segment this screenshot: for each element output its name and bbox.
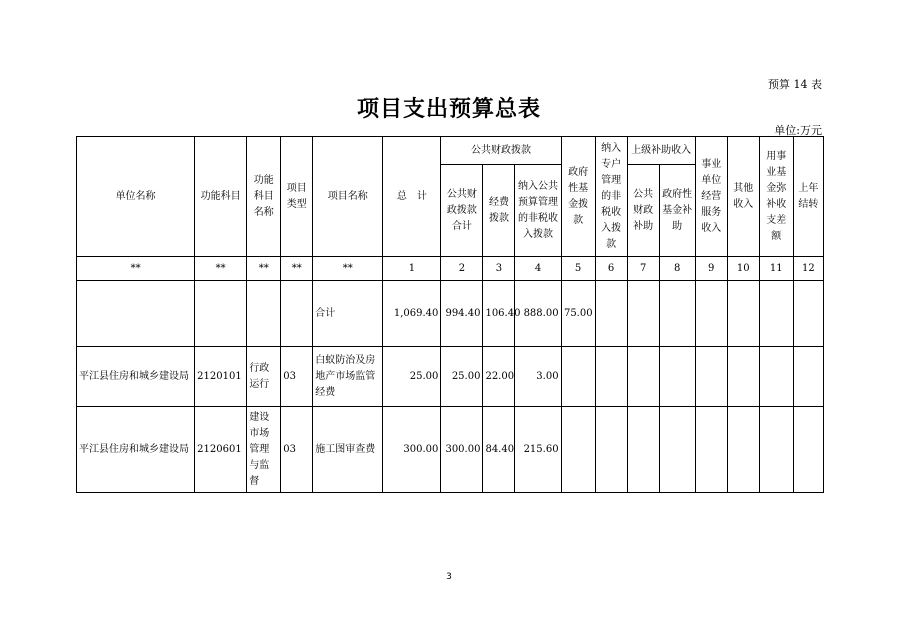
- cell-type: [281, 281, 313, 347]
- cell-pf-total: 994.40: [441, 281, 483, 347]
- header-total: 总 计: [383, 137, 441, 257]
- index-cell: 8: [659, 257, 695, 281]
- header-nontax-in-budget: 纳入公共预算管理的非税收入拨款: [515, 165, 561, 257]
- index-cell: **: [281, 257, 313, 281]
- header-gov-fund-subsidy: 政府性基金补助: [659, 165, 695, 257]
- cell-fund-gap: [759, 407, 793, 493]
- cell-pf-total: 25.00: [441, 347, 483, 407]
- cell-code: 2120101: [195, 347, 247, 407]
- unit-label: 单位:万元: [774, 124, 822, 137]
- cell-pf-total: 300.00: [441, 407, 483, 493]
- table-number-label: 预算 14 表: [768, 78, 822, 91]
- table-row: [77, 347, 824, 407]
- table-row: [77, 407, 824, 493]
- cell-func-name: 建设市场管理与监督: [247, 407, 281, 493]
- cell-code: [195, 281, 247, 347]
- header-func-subject: 功能科目: [195, 137, 247, 257]
- cell-nontax: 888.00: [515, 281, 561, 347]
- cell-operating: [695, 281, 727, 347]
- header-func-subject-name: 功能科目名称: [247, 137, 281, 257]
- cell-expense: 84.40: [483, 407, 515, 493]
- table-row: [77, 281, 824, 347]
- index-cell: **: [313, 257, 383, 281]
- cell-func-name: [247, 281, 281, 347]
- index-cell: 2: [441, 257, 483, 281]
- header-public-finance-subsidy: 公共财政补助: [627, 165, 659, 257]
- cell-nontax: 215.60: [515, 407, 561, 493]
- cell-other: [727, 347, 759, 407]
- header-other-income: 其他收入: [727, 137, 759, 257]
- cell-other: [727, 281, 759, 347]
- index-cell: 5: [561, 257, 595, 281]
- index-cell: 4: [515, 257, 561, 281]
- index-cell: 12: [793, 257, 823, 281]
- cell-unit: [77, 281, 195, 347]
- header-nontax-special: 纳入专户管理的非税收入拨款: [595, 137, 627, 257]
- cell-fund-gap: [759, 281, 793, 347]
- cell-nontax-special: [595, 347, 627, 407]
- index-cell: 9: [695, 257, 727, 281]
- cell-nontax: 3.00: [515, 347, 561, 407]
- header-public-finance-group: 公共财政拨款: [441, 137, 561, 165]
- index-cell: 6: [595, 257, 627, 281]
- header-public-finance-total: 公共财政拨款合计: [441, 165, 483, 257]
- index-cell: 10: [727, 257, 759, 281]
- cell-expense: 106.40: [483, 281, 515, 347]
- cell-gf-subsidy: [659, 407, 695, 493]
- header-project-type: 项目类型: [281, 137, 313, 257]
- page-title: 项目支出预算总表: [356, 97, 541, 122]
- cell-gf-subsidy: [659, 281, 695, 347]
- cell-pf-subsidy: [627, 281, 659, 347]
- cell-project: 合计: [313, 281, 383, 347]
- cell-gf-subsidy: [659, 347, 695, 407]
- cell-type: 03: [281, 407, 313, 493]
- cell-operating: [695, 347, 727, 407]
- cell-operating: [695, 407, 727, 493]
- header-expense-allocation: 经费拨款: [483, 165, 515, 257]
- header-fund-gap: 用事业基金弥补收支差额: [759, 137, 793, 257]
- cell-carryover: [793, 281, 823, 347]
- cell-other: [727, 407, 759, 493]
- cell-carryover: [793, 347, 823, 407]
- cell-unit: 平江县住房和城乡建设局: [77, 407, 195, 493]
- index-cell: 7: [627, 257, 659, 281]
- cell-unit: 平江县住房和城乡建设局: [77, 347, 195, 407]
- index-cell: 3: [483, 257, 515, 281]
- header-carryover: 上年结转: [793, 137, 823, 257]
- index-row: [77, 257, 824, 281]
- cell-total: 1,069.40: [383, 281, 441, 347]
- cell-gov-fund: 75.00: [561, 281, 595, 347]
- index-cell: **: [247, 257, 281, 281]
- cell-total: 25.00: [383, 347, 441, 407]
- cell-expense: 22.00: [483, 347, 515, 407]
- cell-code: 2120601: [195, 407, 247, 493]
- project-expenditure-budget-table: [76, 136, 824, 493]
- cell-gov-fund: [561, 407, 595, 493]
- cell-pf-subsidy: [627, 347, 659, 407]
- header-unit-name: 单位名称: [77, 137, 195, 257]
- index-cell: **: [195, 257, 247, 281]
- cell-total: 300.00: [383, 407, 441, 493]
- index-cell: 1: [383, 257, 441, 281]
- page-number: 3: [446, 572, 452, 582]
- cell-project: 施工图审查费: [313, 407, 383, 493]
- cell-nontax-special: [595, 281, 627, 347]
- cell-nontax-special: [595, 407, 627, 493]
- index-cell: **: [77, 257, 195, 281]
- header-operating-income: 事业单位经营服务收入: [695, 137, 727, 257]
- header-superior-subsidy-group: 上级补助收入: [627, 137, 695, 165]
- cell-carryover: [793, 407, 823, 493]
- cell-gov-fund: [561, 347, 595, 407]
- cell-fund-gap: [759, 347, 793, 407]
- cell-project: 白蚁防治及房地产市场监管经费: [313, 347, 383, 407]
- header-project-name: 项目名称: [313, 137, 383, 257]
- cell-pf-subsidy: [627, 407, 659, 493]
- cell-type: 03: [281, 347, 313, 407]
- index-cell: 11: [759, 257, 793, 281]
- header-gov-fund: 政府性基金拨款: [561, 137, 595, 257]
- cell-func-name: 行政运行: [247, 347, 281, 407]
